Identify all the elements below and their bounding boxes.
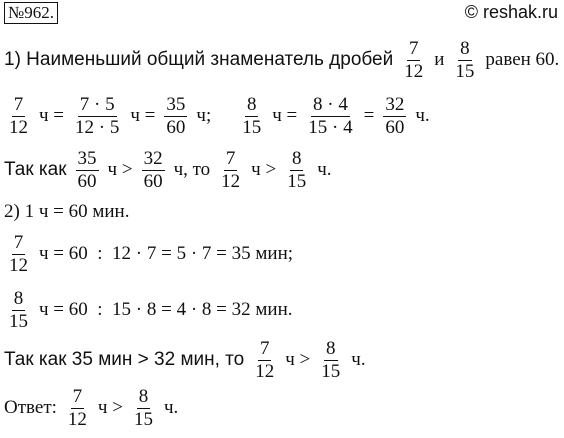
number-sign: № [8, 3, 25, 22]
fraction: $\frac{8}{15}$ [242, 93, 262, 138]
unit-text: ч = [272, 105, 298, 126]
answer-label: Ответ: [4, 397, 57, 418]
comparison-line [4, 142, 332, 198]
answer-line [4, 380, 178, 436]
conversion-line [4, 88, 430, 144]
problem-number: 962. [24, 3, 54, 22]
calc-text: ч = 60 : 15 · 8 = 4 · 8 = 32 мин. [39, 299, 293, 320]
unit-text: ч = [130, 105, 156, 126]
statement-text: 1) Наименьший общий знаменатель дробей [4, 49, 394, 70]
unit-text: ч. [317, 159, 332, 180]
fraction: $\frac{7}{12}$ [221, 147, 241, 192]
fraction: $\frac{8}{15}$ [133, 385, 153, 430]
fraction: $\frac{35}{60}$ [166, 93, 186, 138]
fraction: $\frac{7}{12}$ [67, 385, 87, 430]
unit-text: = [363, 105, 375, 126]
unit-text: ч; [196, 105, 212, 126]
lead-text: Так как [4, 159, 67, 180]
unit-text: ч. [415, 105, 430, 126]
step-two-text: 2) 1 ч = 60 мин. [4, 201, 130, 222]
step-two-line [4, 198, 129, 226]
unit-text: ч. [351, 349, 366, 370]
fraction: $\frac{7}{12}$ [9, 93, 28, 138]
fraction: $\frac{7 \cdot 5}{12 \cdot 5}$ [75, 93, 120, 138]
statement-tail: равен 60. [485, 49, 560, 70]
fraction: $\frac{8}{15}$ [455, 37, 475, 82]
fraction: $\frac{35}{60}$ [77, 147, 97, 192]
fraction: $\frac{7}{12}$ [404, 37, 424, 82]
fraction: $\frac{32}{60}$ [385, 93, 405, 138]
unit-text: ч > [97, 397, 123, 418]
calc-text: ч = 60 : 12 · 7 = 5 · 7 = 35 мин; [39, 243, 294, 264]
unit-text: ч. [163, 397, 179, 418]
problem-number-badge [4, 2, 58, 24]
unit-text: ч > [107, 159, 133, 180]
statement-line [4, 32, 559, 88]
lead-text: Так как 35 мин > 32 мин, то [4, 349, 245, 370]
unit-text: ч = [39, 105, 65, 126]
minutes-line [4, 282, 293, 338]
conjunction: и [434, 49, 445, 70]
unit-text: ч > [285, 349, 311, 370]
fraction: $\frac{8 \cdot 4}{15 \cdot 4}$ [308, 93, 353, 138]
unit-text: ч > [251, 159, 277, 180]
unit-text: ч, то [173, 159, 211, 180]
fraction: $\frac{32}{60}$ [143, 147, 163, 192]
watermark: © reshak.ru [464, 2, 558, 22]
fraction: $\frac{8}{15}$ [287, 147, 307, 192]
minutes-line [4, 226, 293, 282]
fraction: $\frac{8}{15}$ [321, 337, 341, 382]
fraction: $\frac{7}{12}$ [9, 231, 28, 276]
fraction: $\frac{7}{12}$ [255, 337, 275, 382]
fraction: $\frac{8}{15}$ [9, 287, 28, 332]
